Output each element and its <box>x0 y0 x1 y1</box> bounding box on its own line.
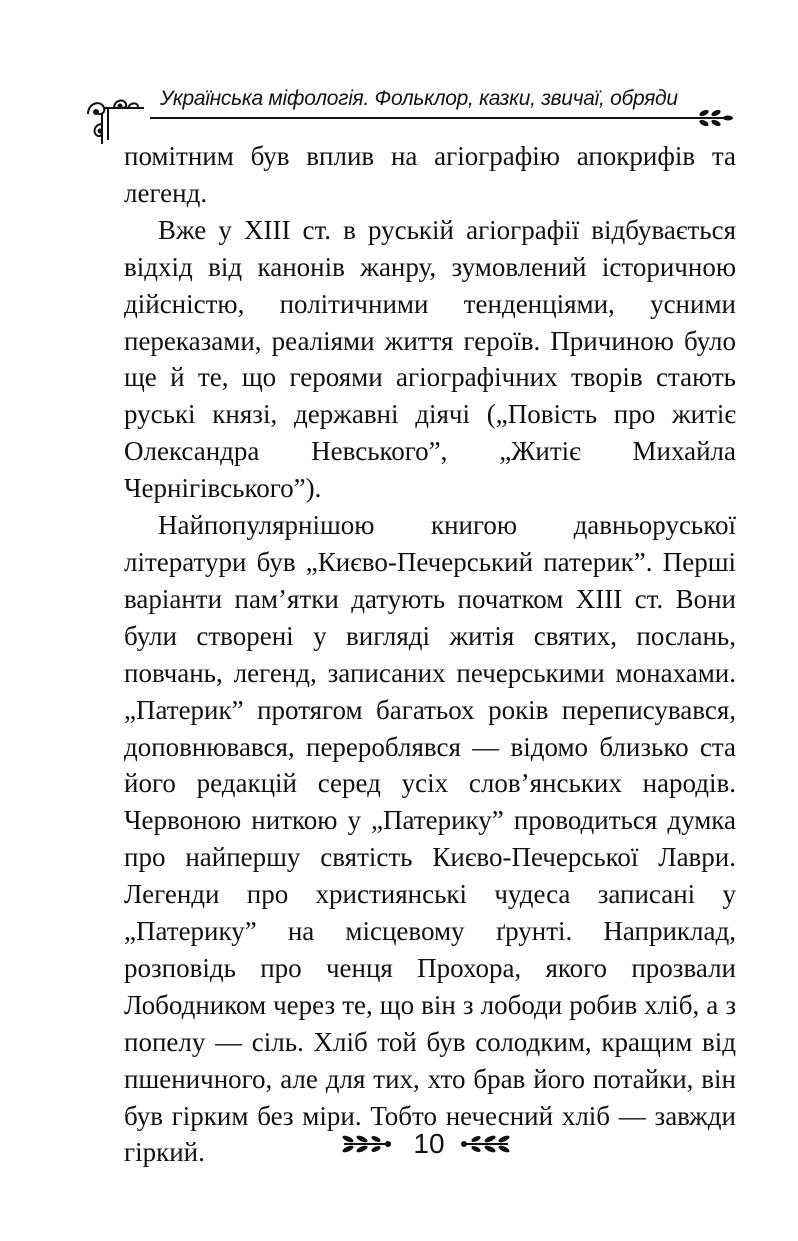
paragraph-2: Вже у XIII ст. в руській агіографії відбувається відхід від канонів жанру, зумовлений історичною дійсністю, політичними тенденціями, усними переказами, реаліями життя героїв. Причиною було ще й те, що героями агіографічних творів стають руські князі, державні діячі („Повість про житіє Олександра Невського”, „Житіє Михайла Чернігівського”). <box>124 214 736 504</box>
body-text <box>124 138 736 1171</box>
leaf-sprig-icon <box>690 108 734 128</box>
header-rule <box>150 117 695 119</box>
page-footer <box>0 1124 798 1164</box>
paragraph-3: Найпопулярнішою книгою давньоруської літератури був „Києво-Печерський патерик”. Перші варіанти пам’ятки датують початком XIII ст. Вони були створені у вигляді житія святих, послань, повчань, легенд, записаних печерськими монахами. „Патерик” протягом багатьох років переписувався, доповнювався, перероблявся — відомо близько ста його редакцій серед усіх слов’янських народів. Червоною ниткою у „Патерику” проводиться думка про найпершу святість Києво-Печерської Лаври. Легенди про християнські чудеса записані у „Патерику” на місцевому ґрунті. Наприклад, розповідь про ченця Прохора, якого прозвали Лободником через те, що він з лободи робив хліб, а з попелу — сіль. Хліб той був солодким, кращим від пшеничного, але для тих, хто брав його потайки, він був гірким без міри. Тобто нечесний хліб — завжди гіркий. <box>124 510 736 1168</box>
leaf-sprig-icon <box>458 1133 512 1155</box>
paragraph-1: помітним був вплив на агіографію апокрифів та легенд. <box>124 141 736 208</box>
page-number: 10 <box>413 1128 445 1159</box>
running-title: Українська міфологія. Фольклор, казки, звичаї, обряди <box>160 87 678 110</box>
leaf-sprig-icon <box>340 1133 394 1155</box>
